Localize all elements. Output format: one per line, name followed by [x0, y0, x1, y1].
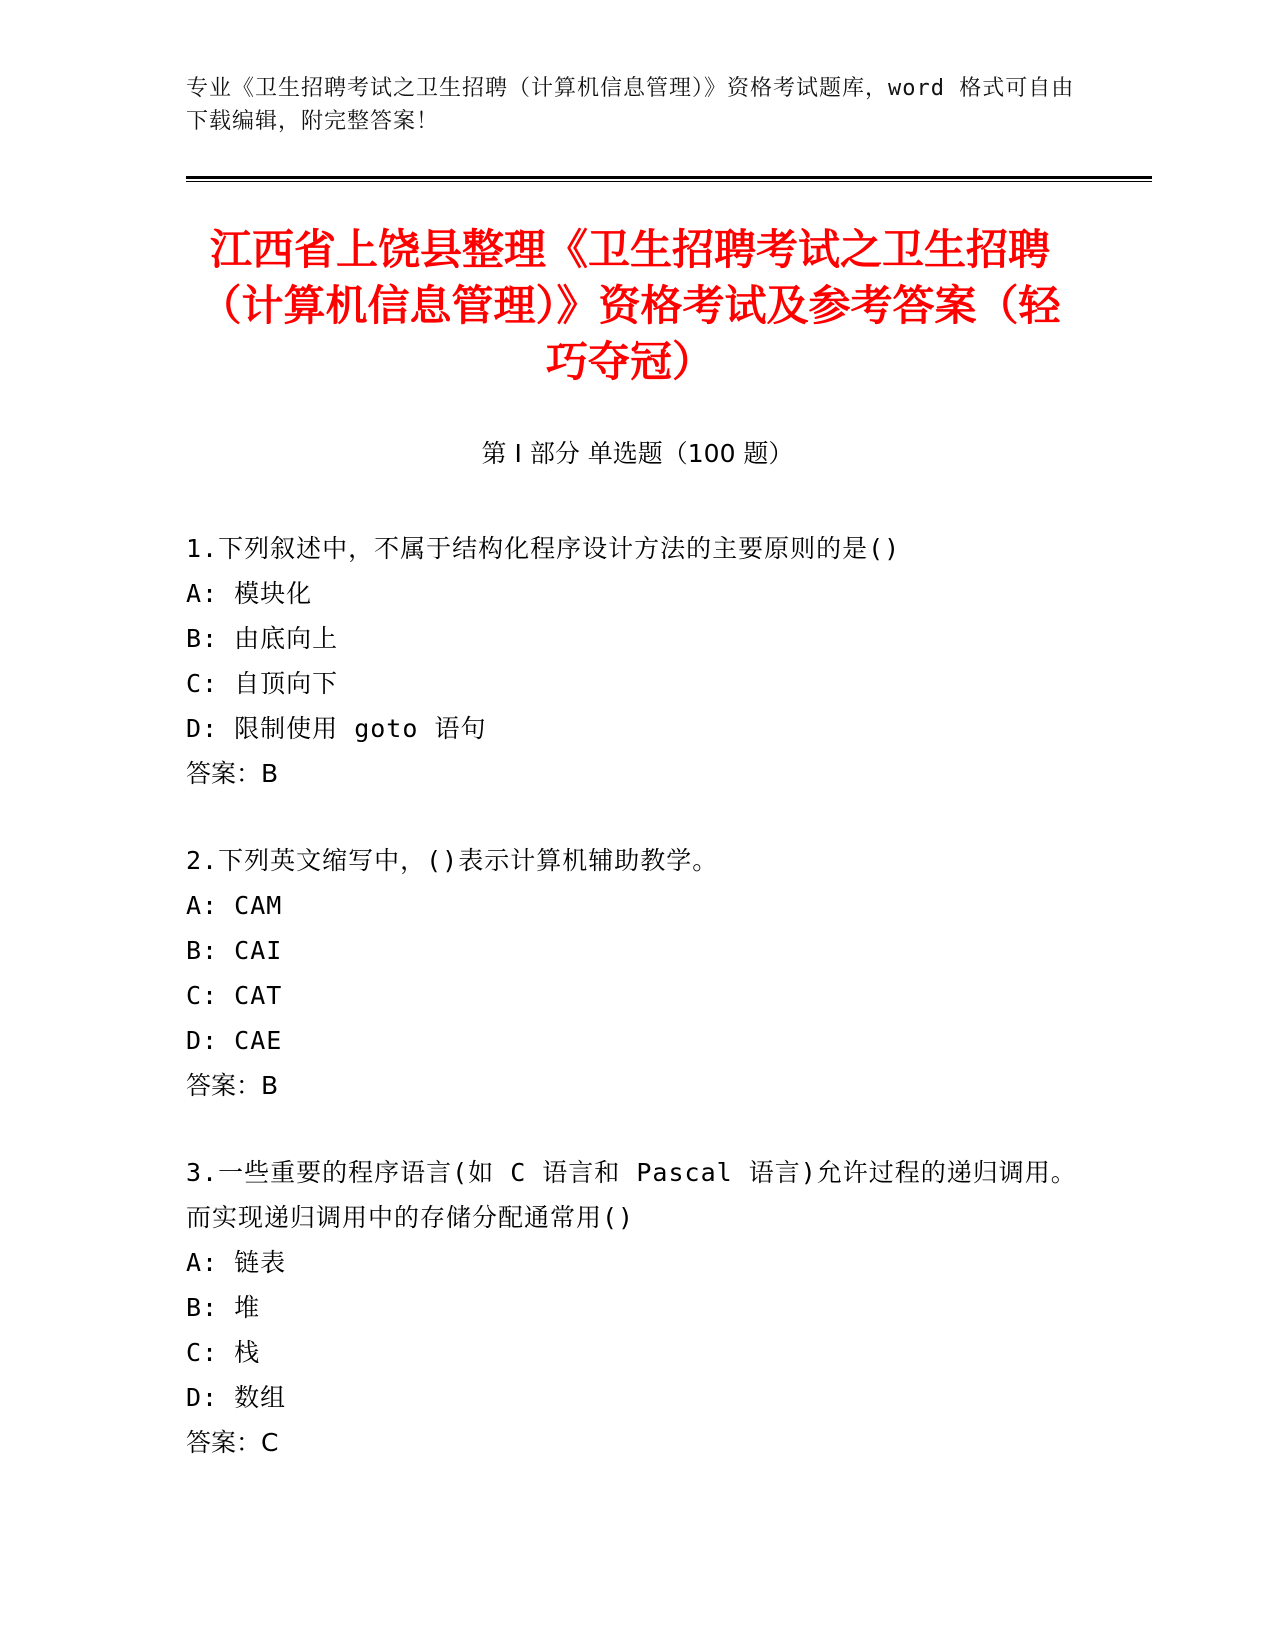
answer: 答案：B	[186, 1071, 279, 1100]
question-3	[186, 1150, 1086, 1465]
header-note: 专业《卫生招聘考试之卫生招聘（计算机信息管理）》资格考试题库，word 格式可自由下载编辑，附完整答案！	[186, 76, 1075, 134]
document-title: 江西省上饶县整理《卫生招聘考试之卫生招聘（计算机信息管理）》资格考试及参考答案（轻巧夺冠）	[199, 225, 1061, 386]
question-stem: 3.一些重要的程序语言(如 C 语言和 Pascal 语言)允许过程的递归调用。而实现递归调用中的存储分配通常用()	[186, 1158, 1077, 1232]
option-a: A: 链表	[186, 1248, 287, 1277]
option-a: A: CAM	[186, 891, 283, 920]
option-b: B: 堆	[186, 1293, 261, 1322]
option-b: B: 由底向上	[186, 624, 339, 653]
question-list	[186, 526, 1086, 1507]
answer: 答案：C	[186, 1428, 279, 1457]
option-a: A: 模块化	[186, 579, 313, 608]
option-b: B: CAI	[186, 936, 283, 965]
header-divider-thin	[186, 181, 1152, 182]
answer: 答案：B	[186, 759, 279, 788]
option-c: C: 自顶向下	[186, 669, 339, 698]
option-d: D: CAE	[186, 1026, 283, 1055]
section-title: 第 I 部分 单选题（100 题）	[481, 439, 794, 468]
option-d: D: 限制使用 goto 语句	[186, 714, 487, 743]
question-stem: 1.下列叙述中，不属于结构化程序设计方法的主要原则的是()	[186, 534, 901, 563]
header-divider-thick	[186, 176, 1152, 179]
question-1	[186, 526, 1086, 796]
option-c: C: 栈	[186, 1338, 261, 1367]
question-2	[186, 838, 1086, 1108]
option-d: D: 数组	[186, 1383, 287, 1412]
question-stem: 2.下列英文缩写中，()表示计算机辅助教学。	[186, 846, 719, 875]
option-c: C: CAT	[186, 981, 283, 1010]
